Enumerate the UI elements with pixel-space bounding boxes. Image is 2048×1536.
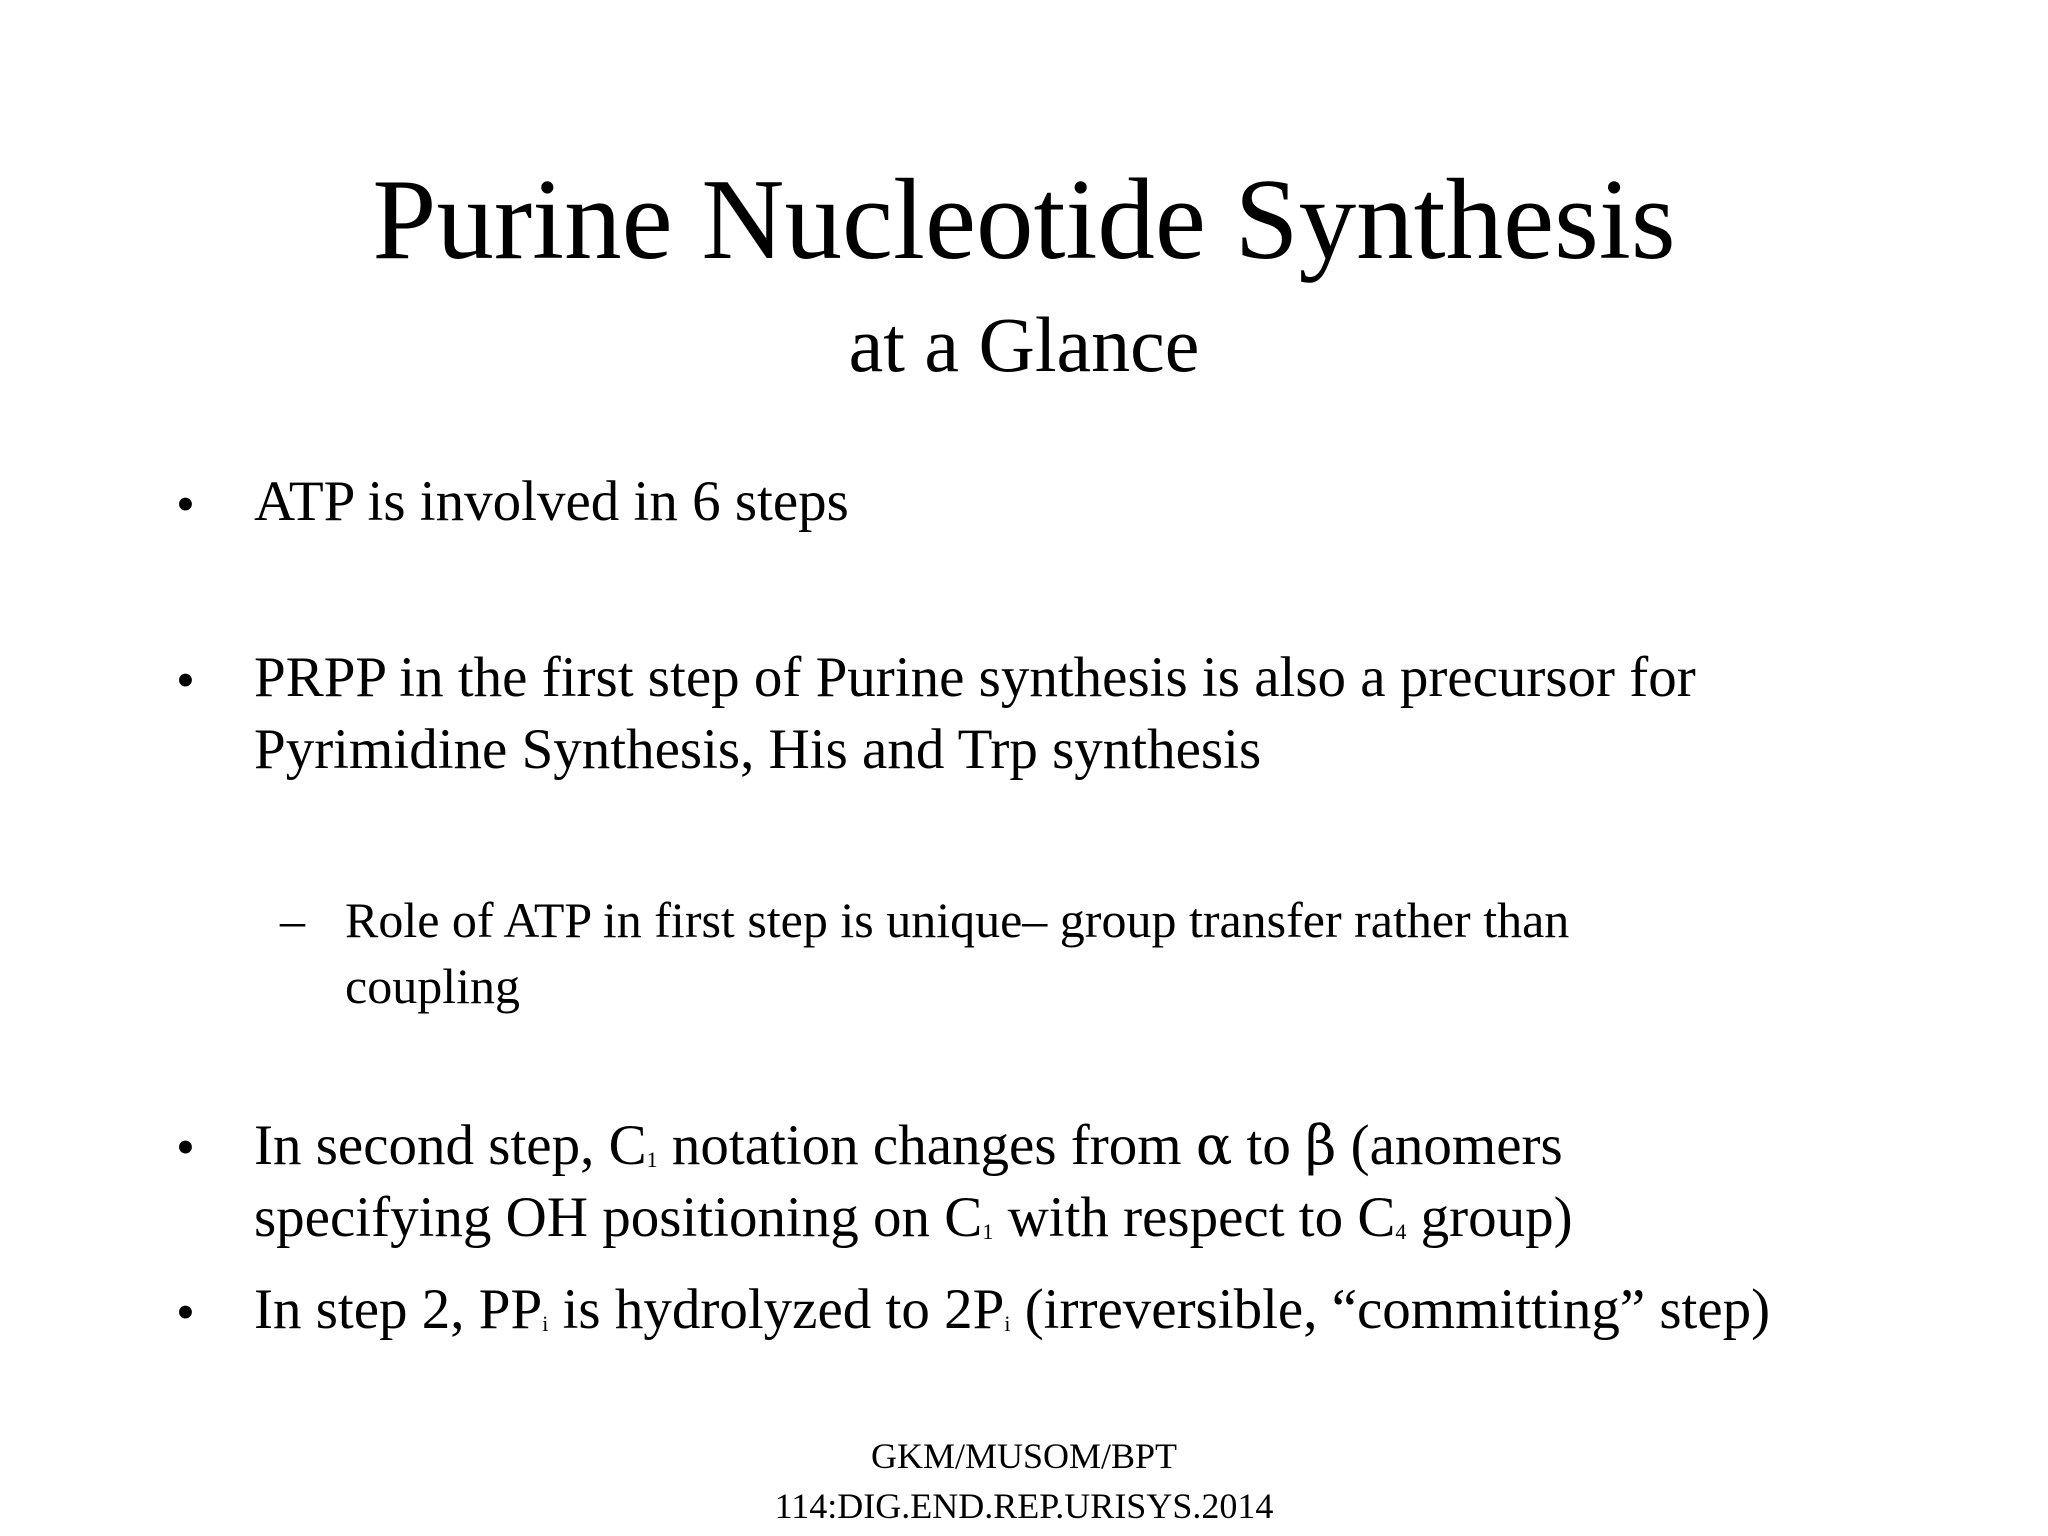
- slide-subtitle: at a Glance: [848, 301, 1200, 388]
- bullet-marker: •: [176, 1282, 195, 1342]
- slide-title: Purine Nucleotide Synthesis: [372, 156, 1676, 283]
- bullet-marker: •: [176, 1117, 195, 1177]
- text-run: specifying OH positioning on C: [254, 1186, 983, 1249]
- bullet-text: ATP is involved in 6 steps: [254, 470, 849, 533]
- alpha-symbol: α: [1195, 1114, 1233, 1177]
- text-run: to: [1232, 1114, 1306, 1177]
- text-run: is hydrolyzed to 2P: [548, 1278, 1005, 1341]
- subscript: 1: [646, 1147, 658, 1172]
- bullet-text-line2: [254, 1182, 1573, 1268]
- subscript: i: [1004, 1311, 1011, 1336]
- subscript: 1: [982, 1219, 994, 1244]
- bullet-text-line1: PRPP in the first step of Purine synthesis is also a precursor for: [254, 646, 1696, 709]
- bullet-marker: •: [176, 650, 195, 710]
- bullet-text-line2: Pyrimidine Synthesis, His and Trp synthesis: [254, 718, 1262, 781]
- footer-line-1: GKM/MUSOM/BPT: [870, 1436, 1178, 1476]
- bullet-text: [254, 1274, 1770, 1360]
- text-run: In step 2, PP: [254, 1278, 543, 1341]
- sub-bullet-text-line1: Role of ATP in first step is unique– group transfer rather than: [345, 892, 1570, 948]
- text-run: group): [1406, 1186, 1573, 1249]
- subscript: 4: [1395, 1219, 1407, 1244]
- text-run: (irreversible, “committing” step): [1010, 1278, 1771, 1341]
- subscript: i: [542, 1311, 549, 1336]
- text-run: (anomers: [1336, 1114, 1563, 1177]
- beta-symbol: β: [1305, 1114, 1337, 1177]
- text-run: notation changes from: [657, 1114, 1196, 1177]
- text-run: with respect to C: [993, 1186, 1396, 1249]
- bullet-marker: •: [176, 474, 195, 534]
- text-run: In second step, C: [254, 1114, 647, 1177]
- dash-marker: –: [280, 892, 305, 948]
- sub-bullet-text-line2: coupling: [345, 958, 520, 1014]
- footer-line-2: 114:DIG.END.REP.URISYS.2014: [774, 1486, 1274, 1526]
